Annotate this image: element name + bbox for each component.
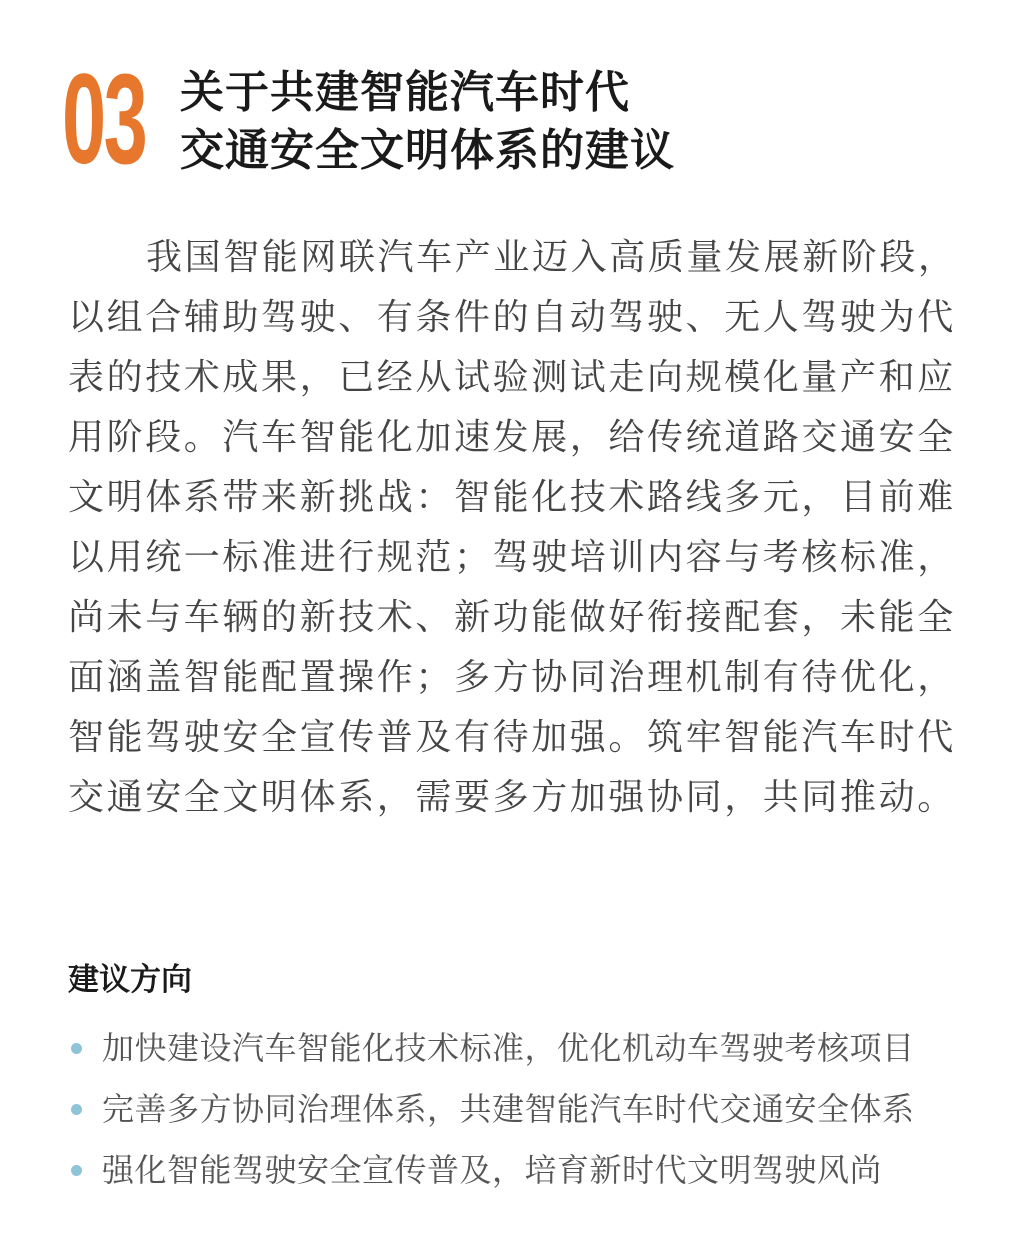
paragraph-line: 我国智能网联汽车产业迈入高质量发展新阶段， xyxy=(146,237,957,278)
paragraph-line: 文明体系带来新挑战：智能化技术路线多元，目前难 xyxy=(68,477,956,518)
paragraph-line: 用阶段。汽车智能化加速发展，给传统道路交通安全 xyxy=(68,417,956,458)
list-item-text: 加快建设汽车智能化技术标准，优化机动车驾驶考核项目 xyxy=(102,1029,915,1067)
paragraph-line: 表的技术成果，已经从试验测试走向规模化量产和应 xyxy=(68,357,956,398)
suggestions-list xyxy=(68,1020,915,1203)
paragraph-line: 面涵盖智能配置操作；多方协同治理机制有待优化， xyxy=(68,657,956,698)
bullet-icon xyxy=(71,1043,82,1054)
list-item xyxy=(68,1142,915,1203)
section-number: 03 xyxy=(62,48,146,191)
paragraph-line: 交通安全文明体系，需要多方加强协同，共同推动。 xyxy=(68,777,956,818)
list-item xyxy=(68,1081,915,1142)
title-line: 关于共建智能汽车时代 xyxy=(180,67,630,118)
list-item-text: 强化智能驾驶安全宣传普及，培育新时代文明驾驶风尚 xyxy=(102,1151,883,1189)
body-paragraph xyxy=(68,228,978,828)
paragraph-line: 尚未与车辆的新技术、新功能做好衔接配套，未能全 xyxy=(68,597,956,638)
list-item xyxy=(68,1020,915,1081)
title-line: 交通安全文明体系的建议 xyxy=(180,125,675,176)
list-item-text: 完善多方协同治理体系，共建智能汽车时代交通安全体系 xyxy=(102,1090,915,1128)
paragraph-line: 智能驾驶安全宣传普及有待加强。筑牢智能汽车时代 xyxy=(68,717,956,758)
suggestions-heading: 建议方向 xyxy=(68,962,192,998)
section-title xyxy=(180,64,675,180)
bullet-icon xyxy=(71,1165,82,1176)
bullet-icon xyxy=(71,1104,82,1115)
paragraph-line: 以用统一标准进行规范；驾驶培训内容与考核标准， xyxy=(68,537,956,578)
paragraph-line: 以组合辅助驾驶、有条件的自动驾驶、无人驾驶为代 xyxy=(68,297,956,338)
